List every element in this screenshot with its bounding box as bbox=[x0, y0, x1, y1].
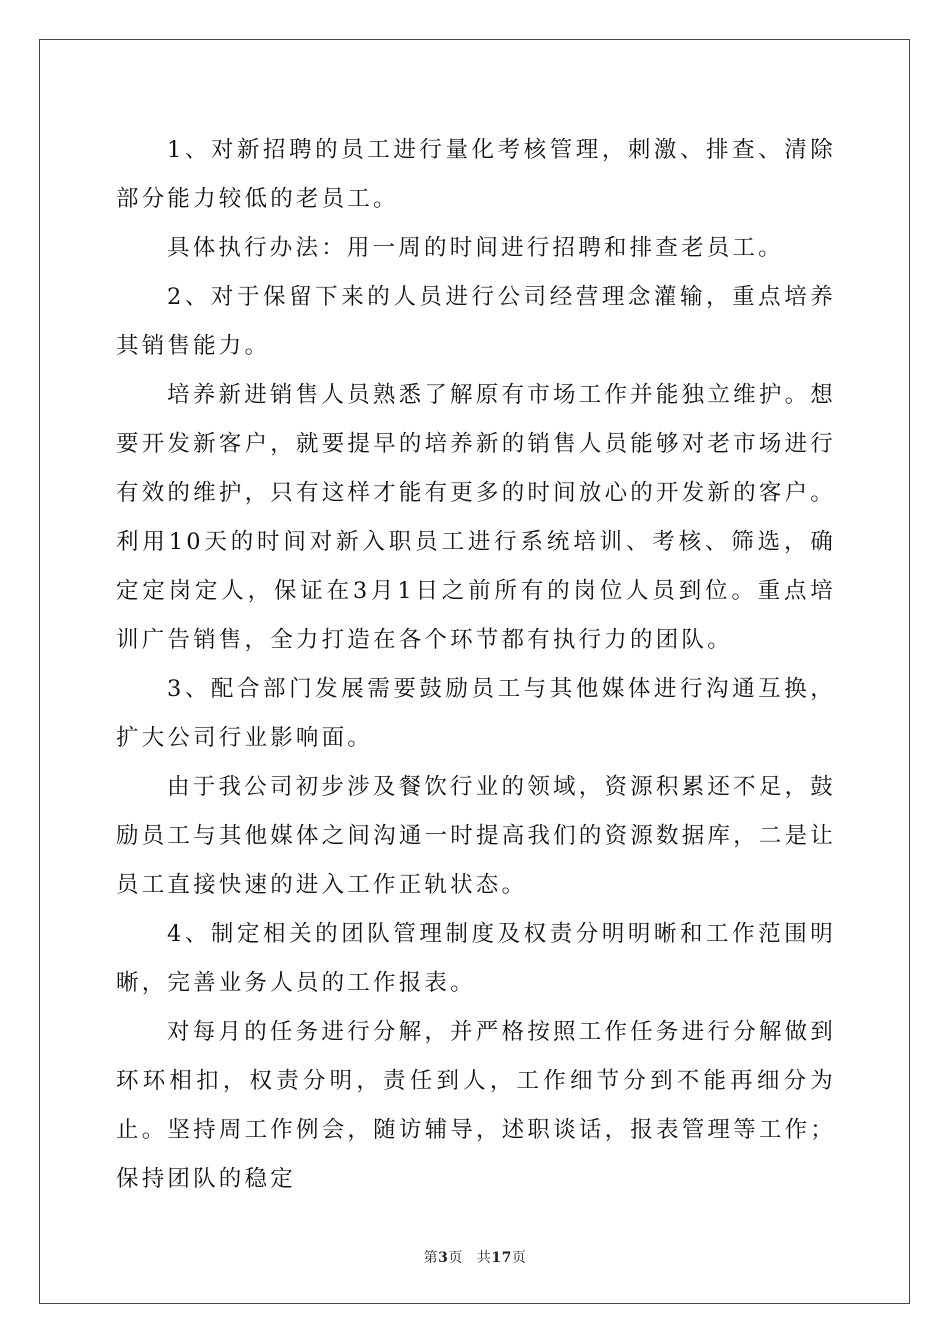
footer-page-suffix: 页 bbox=[448, 1250, 463, 1266]
footer-page-total: 17 bbox=[491, 1250, 512, 1266]
footer-page-current: 3 bbox=[438, 1250, 449, 1266]
footer-total-prefix: 共 bbox=[476, 1250, 492, 1266]
footer-page-prefix: 第 bbox=[423, 1250, 439, 1266]
paragraph-5: 3、配合部门发展需要鼓励员工与其他媒体进行沟通互换，扩大公司行业影响面。 bbox=[116, 676, 836, 751]
footer-total-suffix: 页 bbox=[511, 1250, 527, 1266]
document-body bbox=[116, 126, 836, 1204]
paragraph-3: 2、对于保留下来的人员进行公司经营理念灌输，重点培养其销售能力。 bbox=[116, 284, 836, 359]
paragraph-2: 具体执行办法：用一周的时间进行招聘和排查老员工。 bbox=[167, 235, 784, 261]
paragraph-4: 培养新进销售人员熟悉了解原有市场工作并能独立维护。想要开发新客户，就要提早的培养新的销售人员能够对老市场进行有效的维护，只有这样才能有更多的时间放心的开发新的客户。利用10天的时间对新入职员工进行系统培训、考核、筛选，确定定岗定人，保证在3月1日之前所有的岗位人员到位。重点培训广告销售，全力打造在各个环节都有执行力的团队。 bbox=[116, 382, 836, 653]
paragraph-8: 对每月的任务进行分解，并严格按照工作任务进行分解做到环环相扣，权责分明，责任到人，工作细节分到不能再细分为止。坚持周工作例会，随访辅导，述职谈话，报表管理等工作；保持团队的稳定 bbox=[116, 1019, 836, 1192]
paragraph-1: 1、对新招聘的员工进行量化考核管理，刺激、排查、清除部分能力较低的老员工。 bbox=[116, 137, 836, 212]
paragraph-7: 4、制定相关的团队管理制度及权责分明明晰和工作范围明晰，完善业务人员的工作报表。 bbox=[116, 921, 836, 996]
paragraph-6: 由于我公司初步涉及餐饮行业的领域，资源积累还不足，鼓励员工与其他媒体之间沟通一时提高我们的资源数据库，二是让员工直接快速的进入工作正轨状态。 bbox=[116, 774, 836, 898]
page-footer bbox=[0, 1247, 950, 1267]
